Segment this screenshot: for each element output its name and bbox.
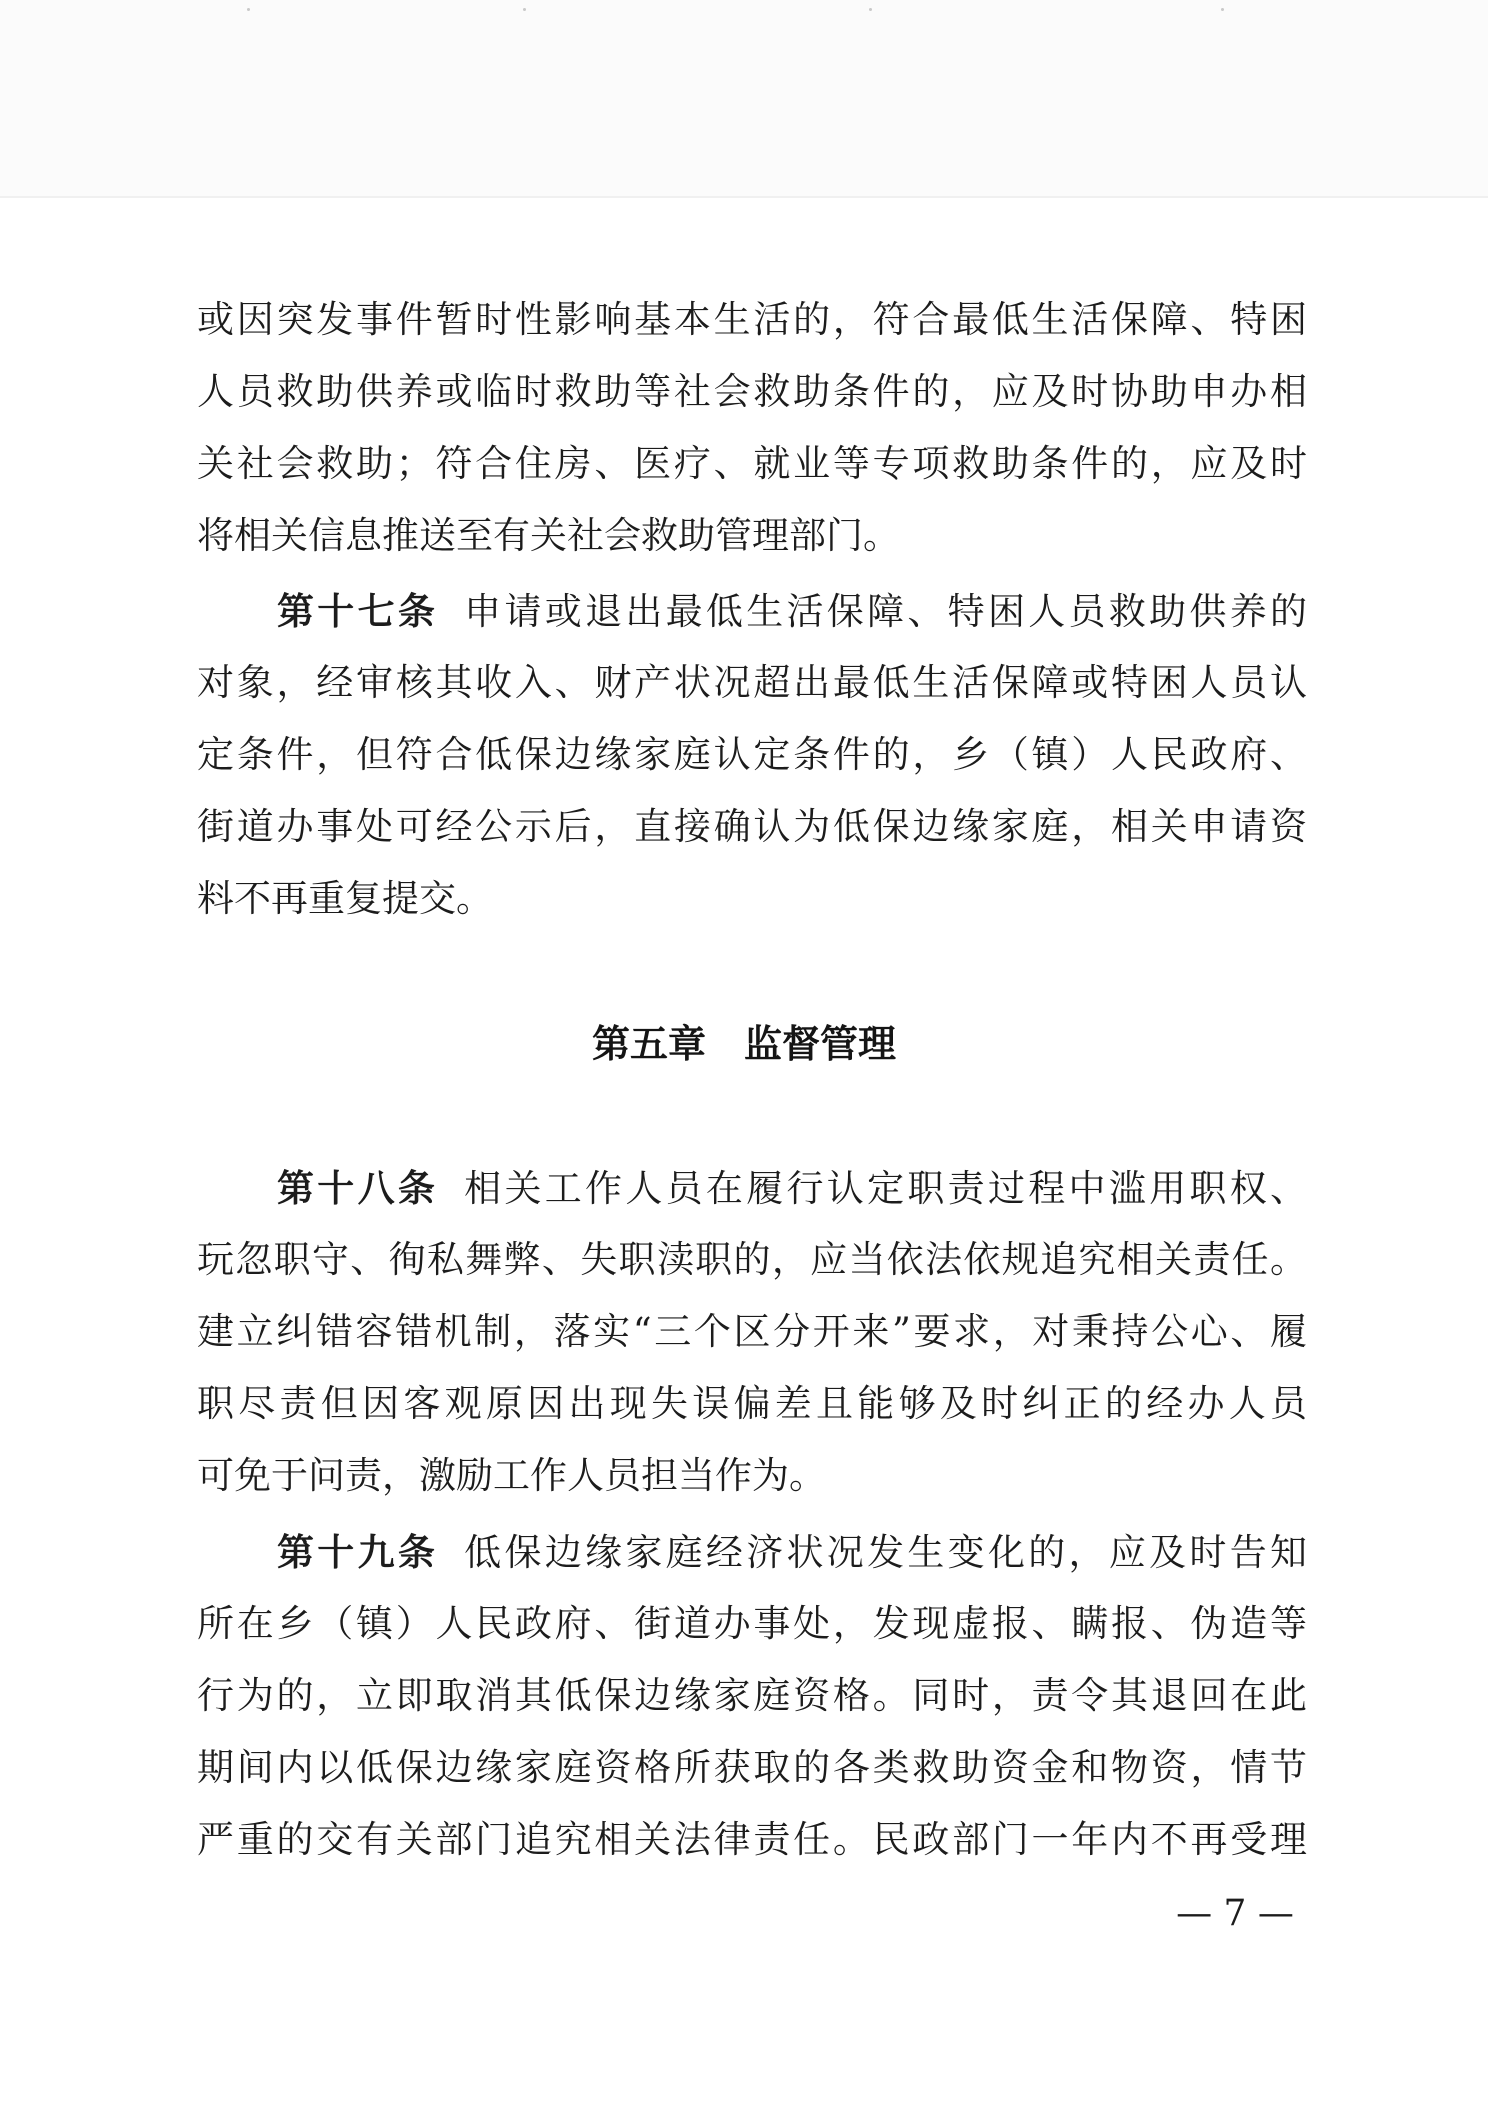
article-label: 第十七条: [277, 589, 439, 633]
text-line: 所在乡（镇）人民政府、街道办事处，发现虚报、瞒报、伪造等: [197, 1602, 1307, 1645]
text-line: 人员救助供养或临时救助等社会救助条件的，应及时协助申办相: [197, 370, 1307, 413]
article-19: [197, 1516, 1307, 1876]
text-line: 行为的，立即取消其低保边缘家庭资格。同时，责令其退回在此: [197, 1674, 1307, 1717]
text-line: 期间内以低保边缘家庭资格所获取的各类救助资金和物资，情节: [197, 1746, 1307, 1789]
scan-speck: [247, 8, 250, 11]
text-line: 定条件，但符合低保边缘家庭认定条件的，乡（镇）人民政府、: [197, 733, 1307, 776]
scan-specks: [0, 0, 1488, 20]
scan-speck: [523, 8, 526, 11]
text-line: 或因突发事件暂时性影响基本生活的，符合最低生活保障、特困: [197, 298, 1307, 341]
article-text: 申请或退出最低生活保障、特困人员救助供养的: [464, 590, 1308, 633]
page-number: — 7 —: [1176, 1893, 1294, 1934]
scan-speck: [1221, 8, 1224, 11]
text-line: 可免于问责，激励工作人员担当作为。: [197, 1454, 826, 1497]
text-line: 玩忽职守、徇私舞弊、失职渎职的，应当依法依规追究相关责任。: [197, 1238, 1307, 1281]
text-line: 建立纠错容错机制，落实“三个区分开来”要求，对秉持公心、履: [197, 1310, 1307, 1353]
article-label: 第十九条: [277, 1530, 439, 1574]
article-text: 相关工作人员在履行认定职责过程中滥用职权、: [464, 1167, 1308, 1210]
text-line: 街道办事处可经公示后，直接确认为低保边缘家庭，相关申请资: [197, 805, 1307, 848]
scan-speck: [869, 8, 872, 11]
article-18: [197, 1152, 1307, 1512]
text-line: [197, 1152, 1307, 1224]
text-line: 关社会救助；符合住房、医疗、就业等专项救助条件的，应及时: [197, 442, 1307, 485]
text-line: 将相关信息推送至有关社会救助管理部门。: [197, 514, 900, 557]
article-label: 第十八条: [277, 1166, 439, 1210]
text-line: 对象，经审核其收入、财产状况超出最低生活保障或特困人员认: [197, 661, 1307, 704]
text-line: 严重的交有关部门追究相关法律责任。民政部门一年内不再受理: [197, 1818, 1307, 1861]
chapter-heading: 第五章 监督管理: [591, 1022, 896, 1066]
paragraph-continuation: [197, 284, 1307, 572]
article-17: [197, 575, 1307, 935]
text-line: [197, 1516, 1307, 1588]
text-line: 职尽责但因客观原因出现失误偏差且能够及时纠正的经办人员: [197, 1382, 1307, 1425]
text-line: 料不再重复提交。: [197, 877, 493, 920]
scan-margin-band: [0, 0, 1488, 196]
text-line: [197, 575, 1307, 647]
scan-margin-edge: [0, 196, 1488, 198]
article-text: 低保边缘家庭经济状况发生变化的，应及时告知: [464, 1531, 1308, 1574]
